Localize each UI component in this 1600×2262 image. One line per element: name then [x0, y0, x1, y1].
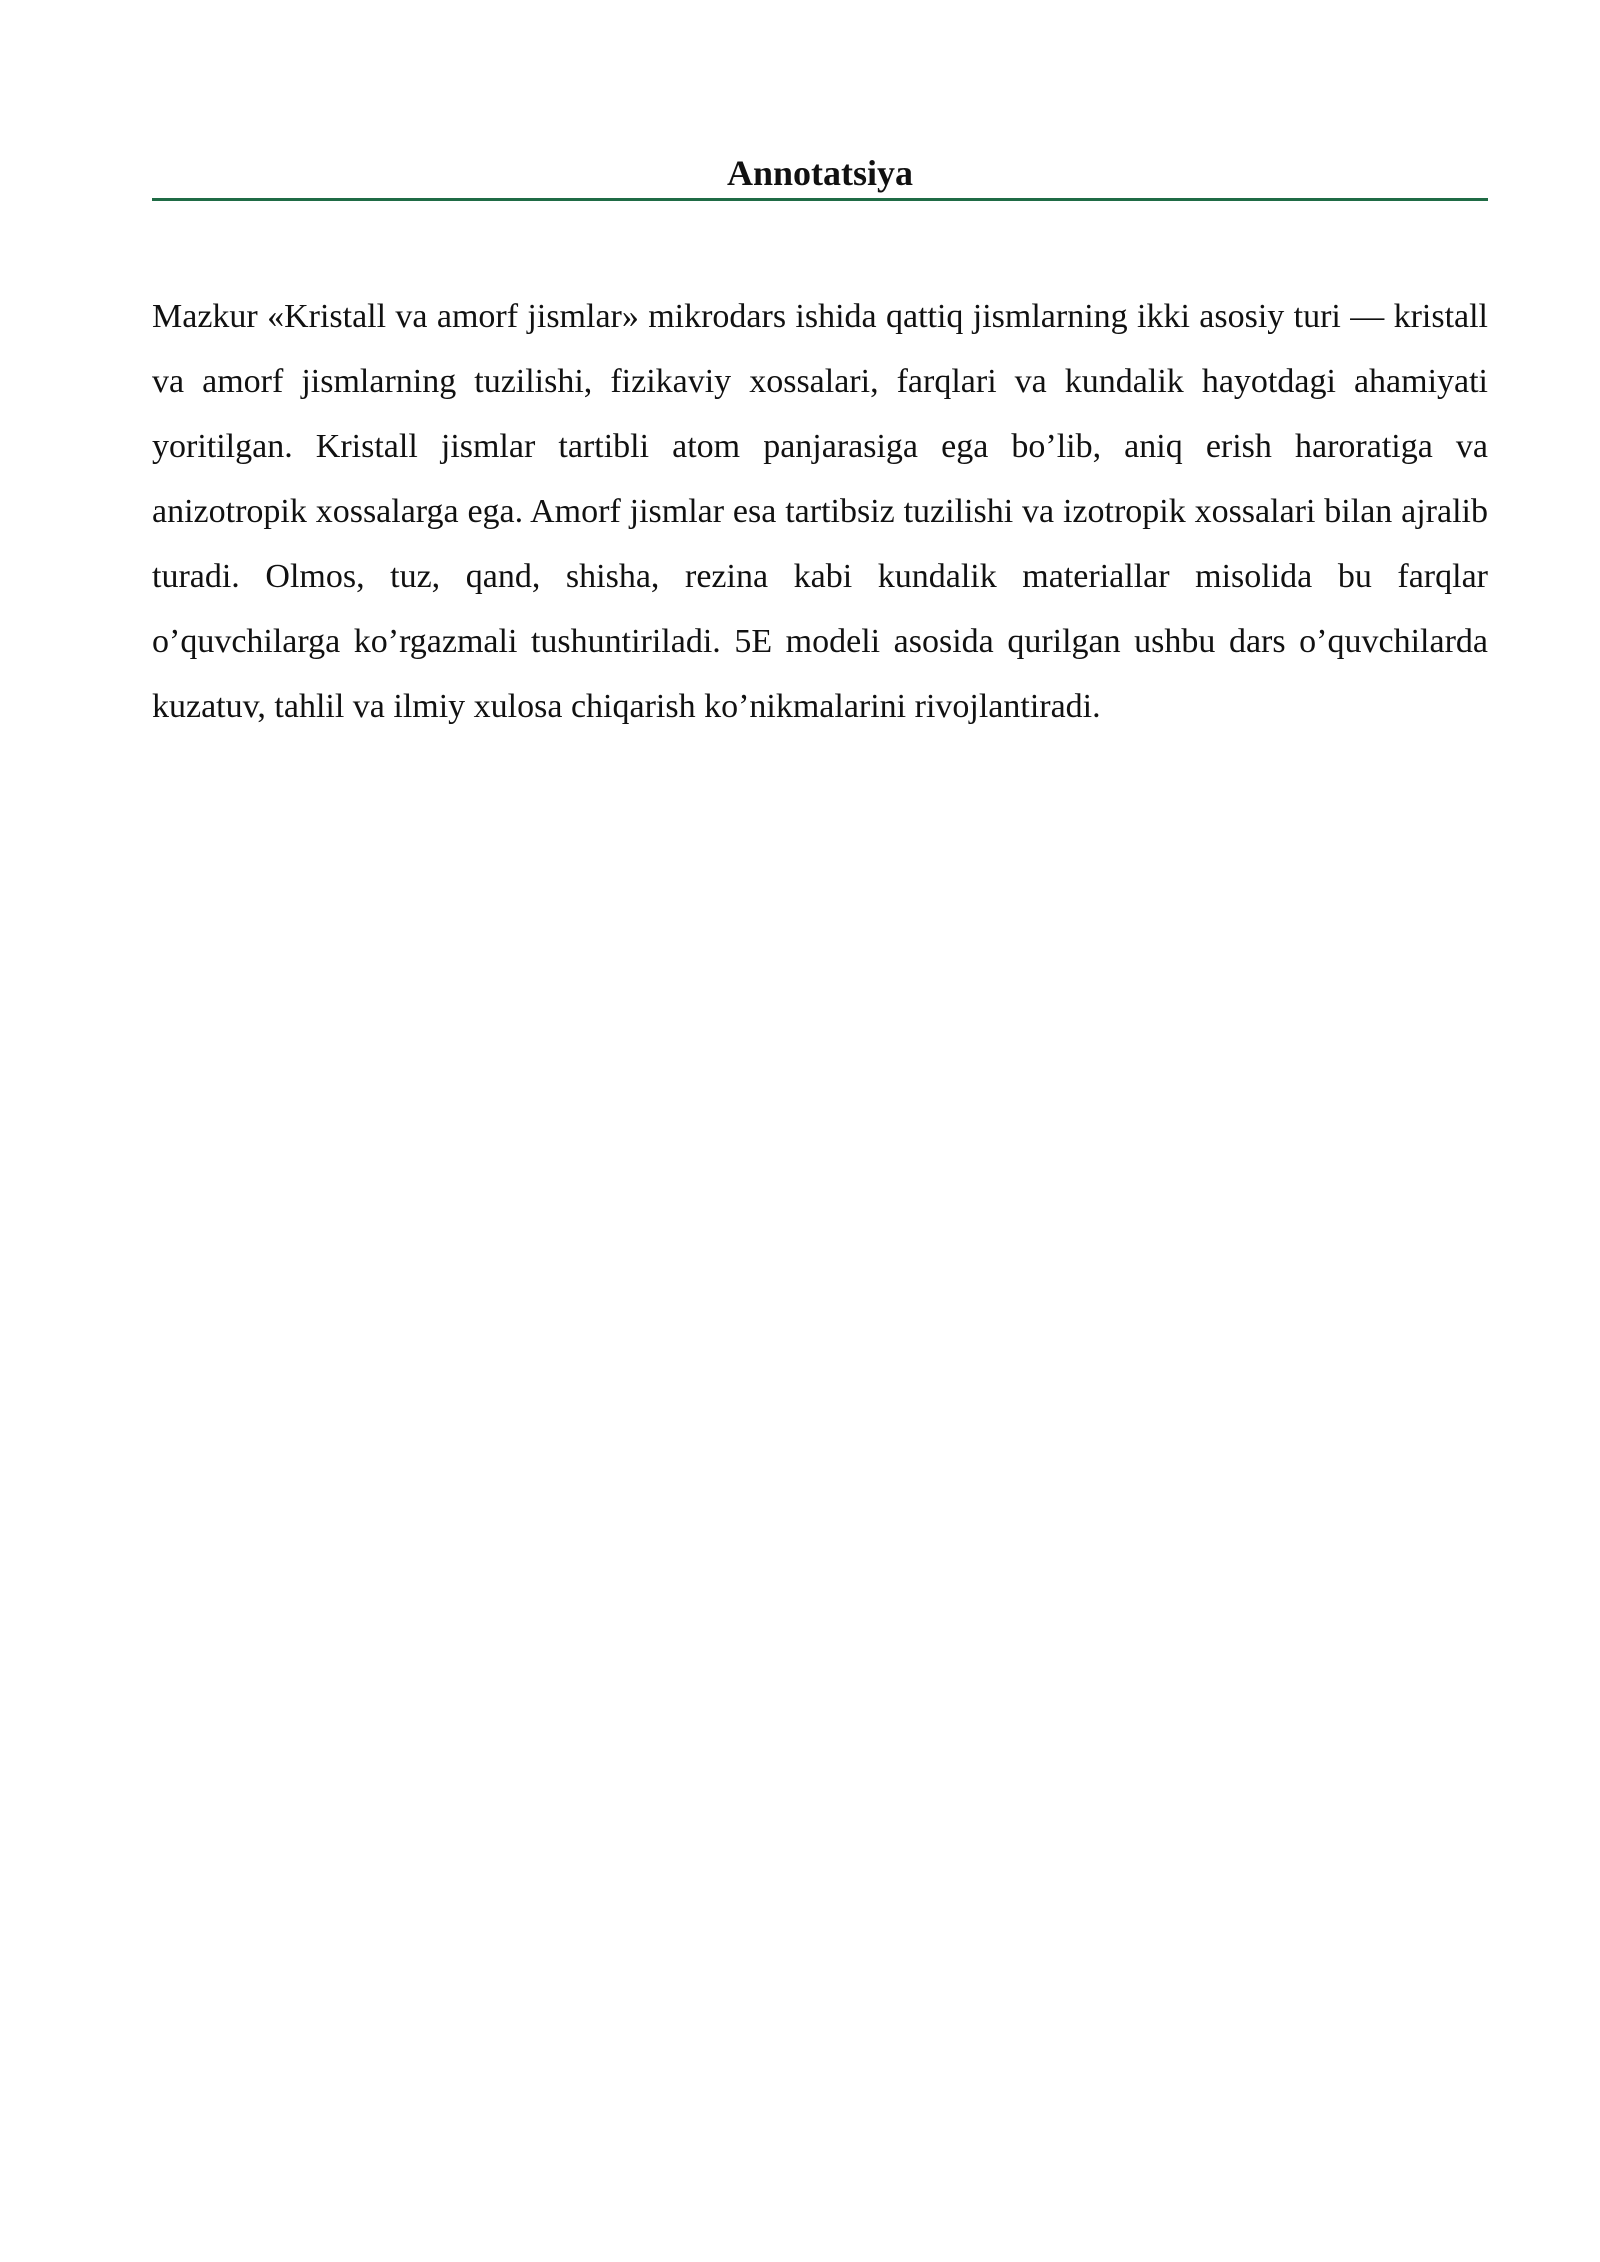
heading-underline — [152, 150, 1488, 201]
abstract-paragraph: Mazkur «Kristall va amorf jismlar» mikrodars ishida qattiq jismlarning ikki asosiy turi — kristall va amorf jismlarning tuzilishi, fizikaviy xossalari, farqlari va kundalik hayotdagi ahamiyati yoritilgan. Kristall jismlar tartibli atom panjarasiga ega bo’lib, aniq erish haroratiga va anizotropik xossalarga ega. Amorf jismlar esa tartibsiz tuzilishi va izotropik xossalari bilan ajralib turadi. Olmos, tuz, qand, shisha, rezina kabi kundalik materiallar misolida bu farqlar o’quvchilarga ko’rgazmali tushuntiriladi. 5E modeli asosida qurilgan ushbu dars o’quvchilarda kuzatuv, tahlil va ilmiy xulosa chiqarish ko’nikmalarini rivojlantiradi. — [152, 298, 1488, 725]
page-title: Annotatsiya — [726, 153, 914, 193]
